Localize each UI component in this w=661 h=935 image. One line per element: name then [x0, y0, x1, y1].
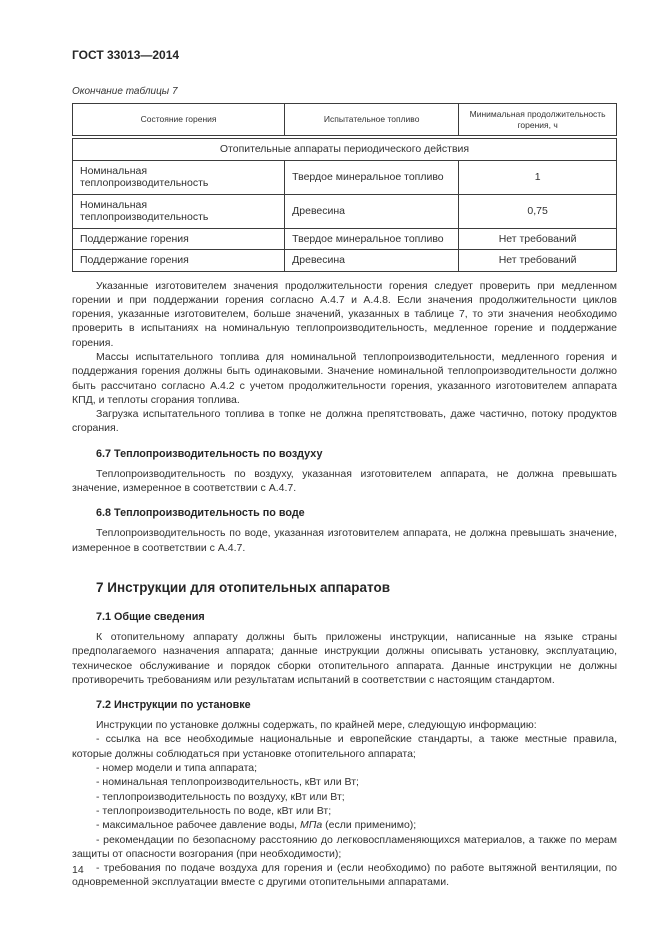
burning-duration-table	[72, 103, 617, 272]
paragraph-6-7: Теплопроизводительность по воздуху, указанная изготовителем аппарата, не должна превышать значение, измеренное в соответствии с А.4.7.	[72, 467, 617, 495]
table-group-row	[73, 137, 617, 160]
paragraph-burning-duration-check: Указанные изготовителем значения продолжительности горения следует проверить при медленном горении и при поддержании горения согласно А.4.7 и А.4.8. Если значения продолжительности циклов горения, указанные изготовителем, больше значений, указанных в таблице 7, то эти значения необходимо проверить в испытаниях на номинальную теплопроизводительность, медленное горение и поддержание горения.	[72, 279, 617, 349]
paragraph-fuel-mass: Массы испытательного топлива для номинальной теплопроизводительности, медленного горения и поддержания горения должны быть одинаковыми. Значение номинальной теплопроизводительности должно быть рассчитано согласно А.4.2 с учетом продолжительности горения, указанного изготовителем аппарата КПД, и теплоты сгорания топлива.	[72, 350, 617, 406]
cell-min-duration: Нет требований	[459, 250, 617, 272]
list-item-model-number: - номер модели и типа аппарата;	[96, 762, 258, 775]
column-header-burning-state: Состояние горения	[73, 104, 285, 138]
cell-burning-state: Номинальная теплопроизводительность	[73, 194, 285, 228]
heading-7-2: 7.2 Инструкции по установке	[96, 699, 251, 712]
cell-burning-state: Поддержание горения	[73, 250, 285, 272]
group-row-label: Отопительные аппараты периодического действия	[73, 137, 617, 160]
table-header-row	[73, 104, 617, 138]
list-item-nominal-output: - номинальная теплопроизводительность, кВт или Вт;	[96, 776, 359, 789]
paragraph-fuel-loading: Загрузка испытательного топлива в топке не должна препятствовать, даже частично, потоку продуктов сгорания.	[72, 408, 617, 435]
column-header-min-duration: Минимальная продолжительность горения, ч	[459, 104, 617, 138]
column-header-test-fuel: Испытательное топливо	[285, 104, 459, 138]
heading-6-8: 6.8 Теплопроизводительность по воде	[96, 507, 305, 520]
table-row	[73, 160, 617, 194]
page-number: 14	[72, 864, 84, 876]
table-continuation-caption: Окончание таблицы 7	[72, 86, 178, 97]
cell-test-fuel: Древесина	[285, 194, 459, 228]
list-item-air-output: - теплопроизводительность по воздуху, кВт или Вт;	[96, 790, 345, 803]
cell-burning-state: Номинальная теплопроизводительность	[73, 160, 285, 194]
cell-min-duration: 1	[459, 160, 617, 194]
list-item-air-supply: - требования по подаче воздуха для горения и (если необходимо) по работе вытяжной вентиляции, по одновременной эксплуатации вместе с другими отопительными аппаратами.	[72, 862, 617, 889]
table-row	[73, 194, 617, 228]
unit-mpa-italic: МПа	[300, 819, 323, 832]
list-item-text: - максимальное рабочее давление воды,	[96, 819, 300, 832]
heading-chapter-7: 7 Инструкции для отопительных аппаратов	[96, 579, 391, 595]
table-row	[73, 228, 617, 250]
standard-number-header: ГОСТ 33013—2014	[72, 48, 180, 62]
paragraph-7-2-intro: Инструкции по установке должны содержать, по крайней мере, следующую информацию:	[96, 719, 537, 732]
list-item-water-output: - теплопроизводительность по воде, кВт или Вт;	[96, 804, 332, 817]
list-item-text: (если применимо);	[322, 819, 417, 832]
cell-min-duration: Нет требований	[459, 228, 617, 250]
list-item-standards: - ссылка на все необходимые национальные и европейские стандарты, а также местные правила, которые должны соблюдаться при установке отопительного аппарата;	[72, 733, 617, 760]
cell-burning-state: Поддержание горения	[73, 228, 285, 250]
heading-7-1: 7.1 Общие сведения	[96, 610, 205, 623]
cell-test-fuel: Твердое минеральное топливо	[285, 160, 459, 194]
cell-test-fuel: Древесина	[285, 250, 459, 272]
list-item-max-pressure	[72, 818, 617, 832]
heading-6-7: 6.7 Теплопроизводительность по воздуху	[96, 447, 323, 460]
paragraph-6-8: Теплопроизводительность по воде, указанная изготовителем аппарата, не должна превышать значение, измеренное в соответствии с А.4.7.	[72, 527, 617, 554]
table-row	[73, 250, 617, 272]
paragraph-7-1: К отопительному аппарату должны быть приложены инструкции, написанные на языке страны предполагаемого назначения аппарата; данные инструкции должны описывать установку, эксплуатацию, техническое обслуживание и порядок сборки отопительного аппарата. Данные инструкции не должны противоречить требованиям или результатам испытаний в соответствии с настоящим стандартом.	[72, 630, 617, 686]
cell-test-fuel: Твердое минеральное топливо	[285, 228, 459, 250]
list-item-safe-distance: - рекомендации по безопасному расстоянию до легковоспламеняющихся материалов, а также по мерам защиты от опасности возгорания (при необходимости);	[72, 833, 617, 860]
cell-min-duration: 0,75	[459, 194, 617, 228]
